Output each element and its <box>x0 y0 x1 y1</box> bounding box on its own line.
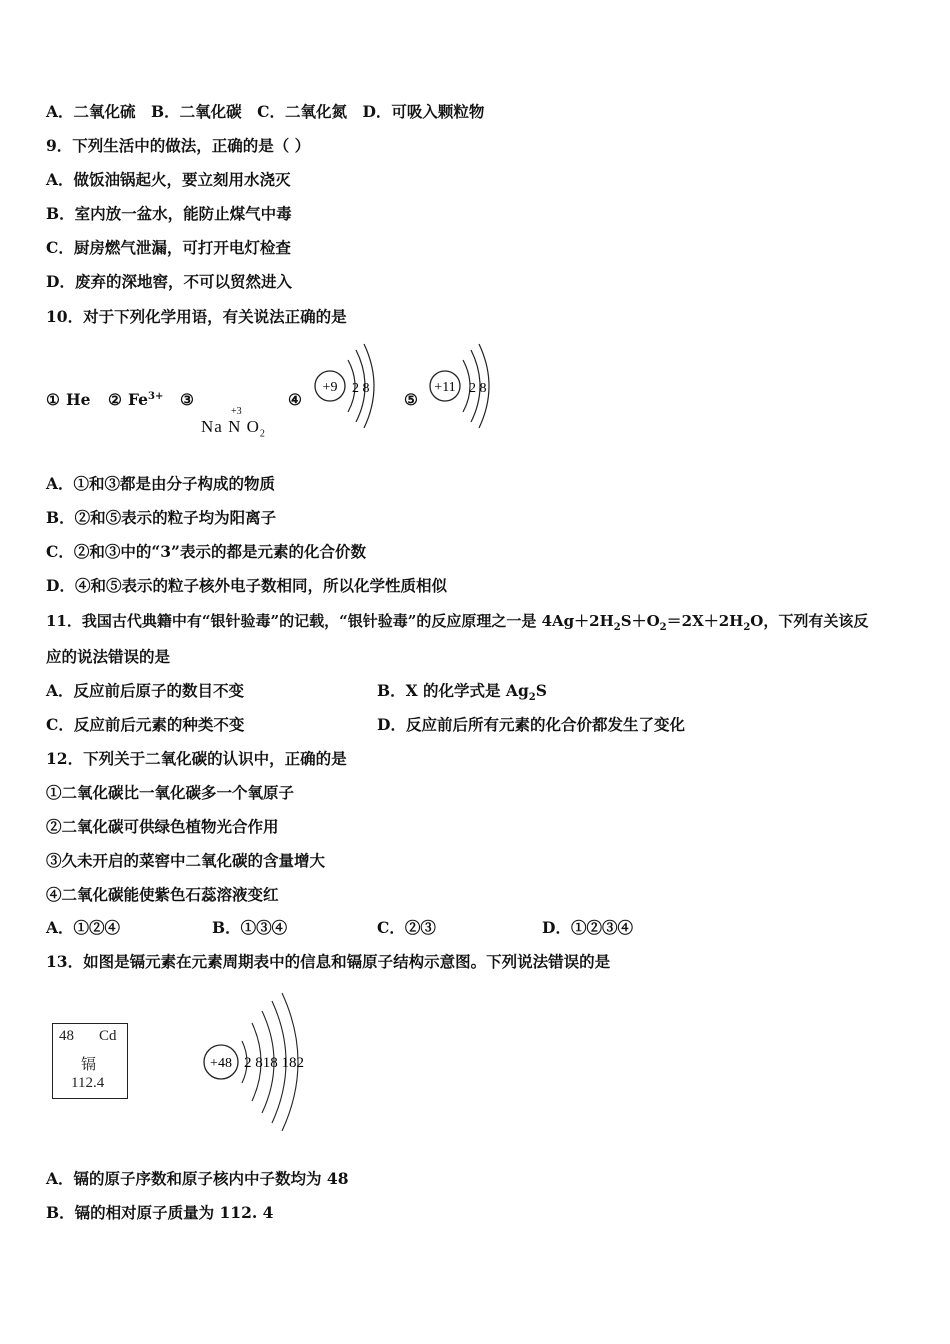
q9-stem: 9．下列生活中的做法，正确的是（ ） <box>46 136 311 155</box>
q10-option-c: C．②和③中的“3”表示的都是元素的化合价数 <box>46 542 366 561</box>
element-symbol: Cd <box>99 1028 117 1044</box>
q10-item4-atom-diagram <box>310 340 385 430</box>
q11-option-c: C．反应前后元素的种类不变 <box>46 715 245 734</box>
q12-statement-2: ②二氧化碳可供绿色植物光合作用 <box>46 817 279 836</box>
q10-item3-number: ③ <box>180 390 194 409</box>
q11-option-b: B．X 的化学式是 $Ag_2S$ <box>377 681 547 704</box>
q10-item2-number: ② <box>108 390 122 409</box>
q10-item5-number: ⑤ <box>404 390 418 409</box>
cadmium-shells: 2 818 182 <box>244 1055 304 1071</box>
atomic-number: 48 <box>59 1028 74 1044</box>
q13-option-b: B．镉的相对原子质量为 112. 4 <box>46 1203 274 1222</box>
q10-item3-valence: +3 <box>231 406 242 417</box>
q10-item2-symbol: $Fe^{3+}$ <box>128 390 164 409</box>
q11-stem-line2: 应的说法错误的是 <box>46 647 171 666</box>
q10-stem: 10．对于下列化学用语，有关说法正确的是 <box>46 307 347 326</box>
q9-option-d: D．废弃的深地窖，不可以贸然进入 <box>46 272 292 291</box>
q11-option-d: D．反应前后所有元素的化合价都发生了变化 <box>377 715 685 734</box>
q12-option-a: A．①②④ <box>46 918 121 937</box>
q12-statement-1: ①二氧化碳比一氧化碳多一个氧原子 <box>46 783 295 802</box>
q10-item1-symbol: He <box>66 390 91 409</box>
q12-stem: 12．下列关于二氧化碳的认识中，正确的是 <box>46 749 347 768</box>
q12-statement-3: ③久未开启的菜窖中二氧化碳的含量增大 <box>46 851 326 870</box>
periodic-table-cell <box>52 1023 128 1099</box>
q10-item5-atom-diagram <box>425 340 500 430</box>
q10-item1-number: ① <box>46 390 60 409</box>
q13-stem: 13．如图是镉元素在元素周期表中的信息和镉原子结构示意图。下列说法错误的是 <box>46 952 611 971</box>
q10-option-d: D．④和⑤表示的粒子核外电子数相同，所以化学性质相似 <box>46 576 447 595</box>
q10-item4-number: ④ <box>288 390 302 409</box>
cadmium-nucleus: +48 <box>210 1056 232 1071</box>
q10-item3-formula: Na N $O_2$ <box>201 417 266 440</box>
q12-option-c: C．②③ <box>377 918 436 937</box>
q12-statement-4: ④二氧化碳能使紫色石蕊溶液变红 <box>46 885 279 904</box>
cadmium-atom-diagram <box>198 985 328 1135</box>
q8-options: A．二氧化硫 B．二氧化碳 C．二氧化氮 D．可吸入颗粒物 <box>46 102 485 121</box>
q9-option-b: B．室内放一盆水，能防止煤气中毒 <box>46 204 292 223</box>
q12-option-b: B．①③④ <box>212 918 288 937</box>
q10-item4-nucleus: +9 <box>322 380 338 395</box>
q13-option-a: A．镉的原子序数和原子核内中子数均为 48 <box>46 1169 349 1188</box>
q10-item5-nucleus: +11 <box>434 380 456 395</box>
q10-option-a: A．①和③都是由分子构成的物质 <box>46 474 276 493</box>
atomic-mass: 112.4 <box>71 1075 105 1091</box>
q10-item2-charge: 3+ <box>148 390 164 402</box>
q10-item5-shells: 2 8 <box>469 381 487 396</box>
q10-item4-shells: 2 8 <box>352 381 370 396</box>
q11-option-a: A．反应前后原子的数目不变 <box>46 681 245 700</box>
element-name: 镉 <box>81 1055 97 1073</box>
q10-option-b: B．②和⑤表示的粒子均为阳离子 <box>46 508 277 527</box>
q12-option-d: D．①②③④ <box>542 918 633 937</box>
q9-option-a: A．做饭油锅起火，要立刻用水浇灭 <box>46 170 291 189</box>
q11-stem-line1: 11．我国古代典籍中有“银针验毒”的记载，“银针验毒”的反应原理之一是 $4Ag+2H_2S+O_2=2X+2H_2O$，下列有关该反 <box>46 612 869 633</box>
q9-option-c: C．厨房燃气泄漏，可打开电灯检查 <box>46 238 291 257</box>
